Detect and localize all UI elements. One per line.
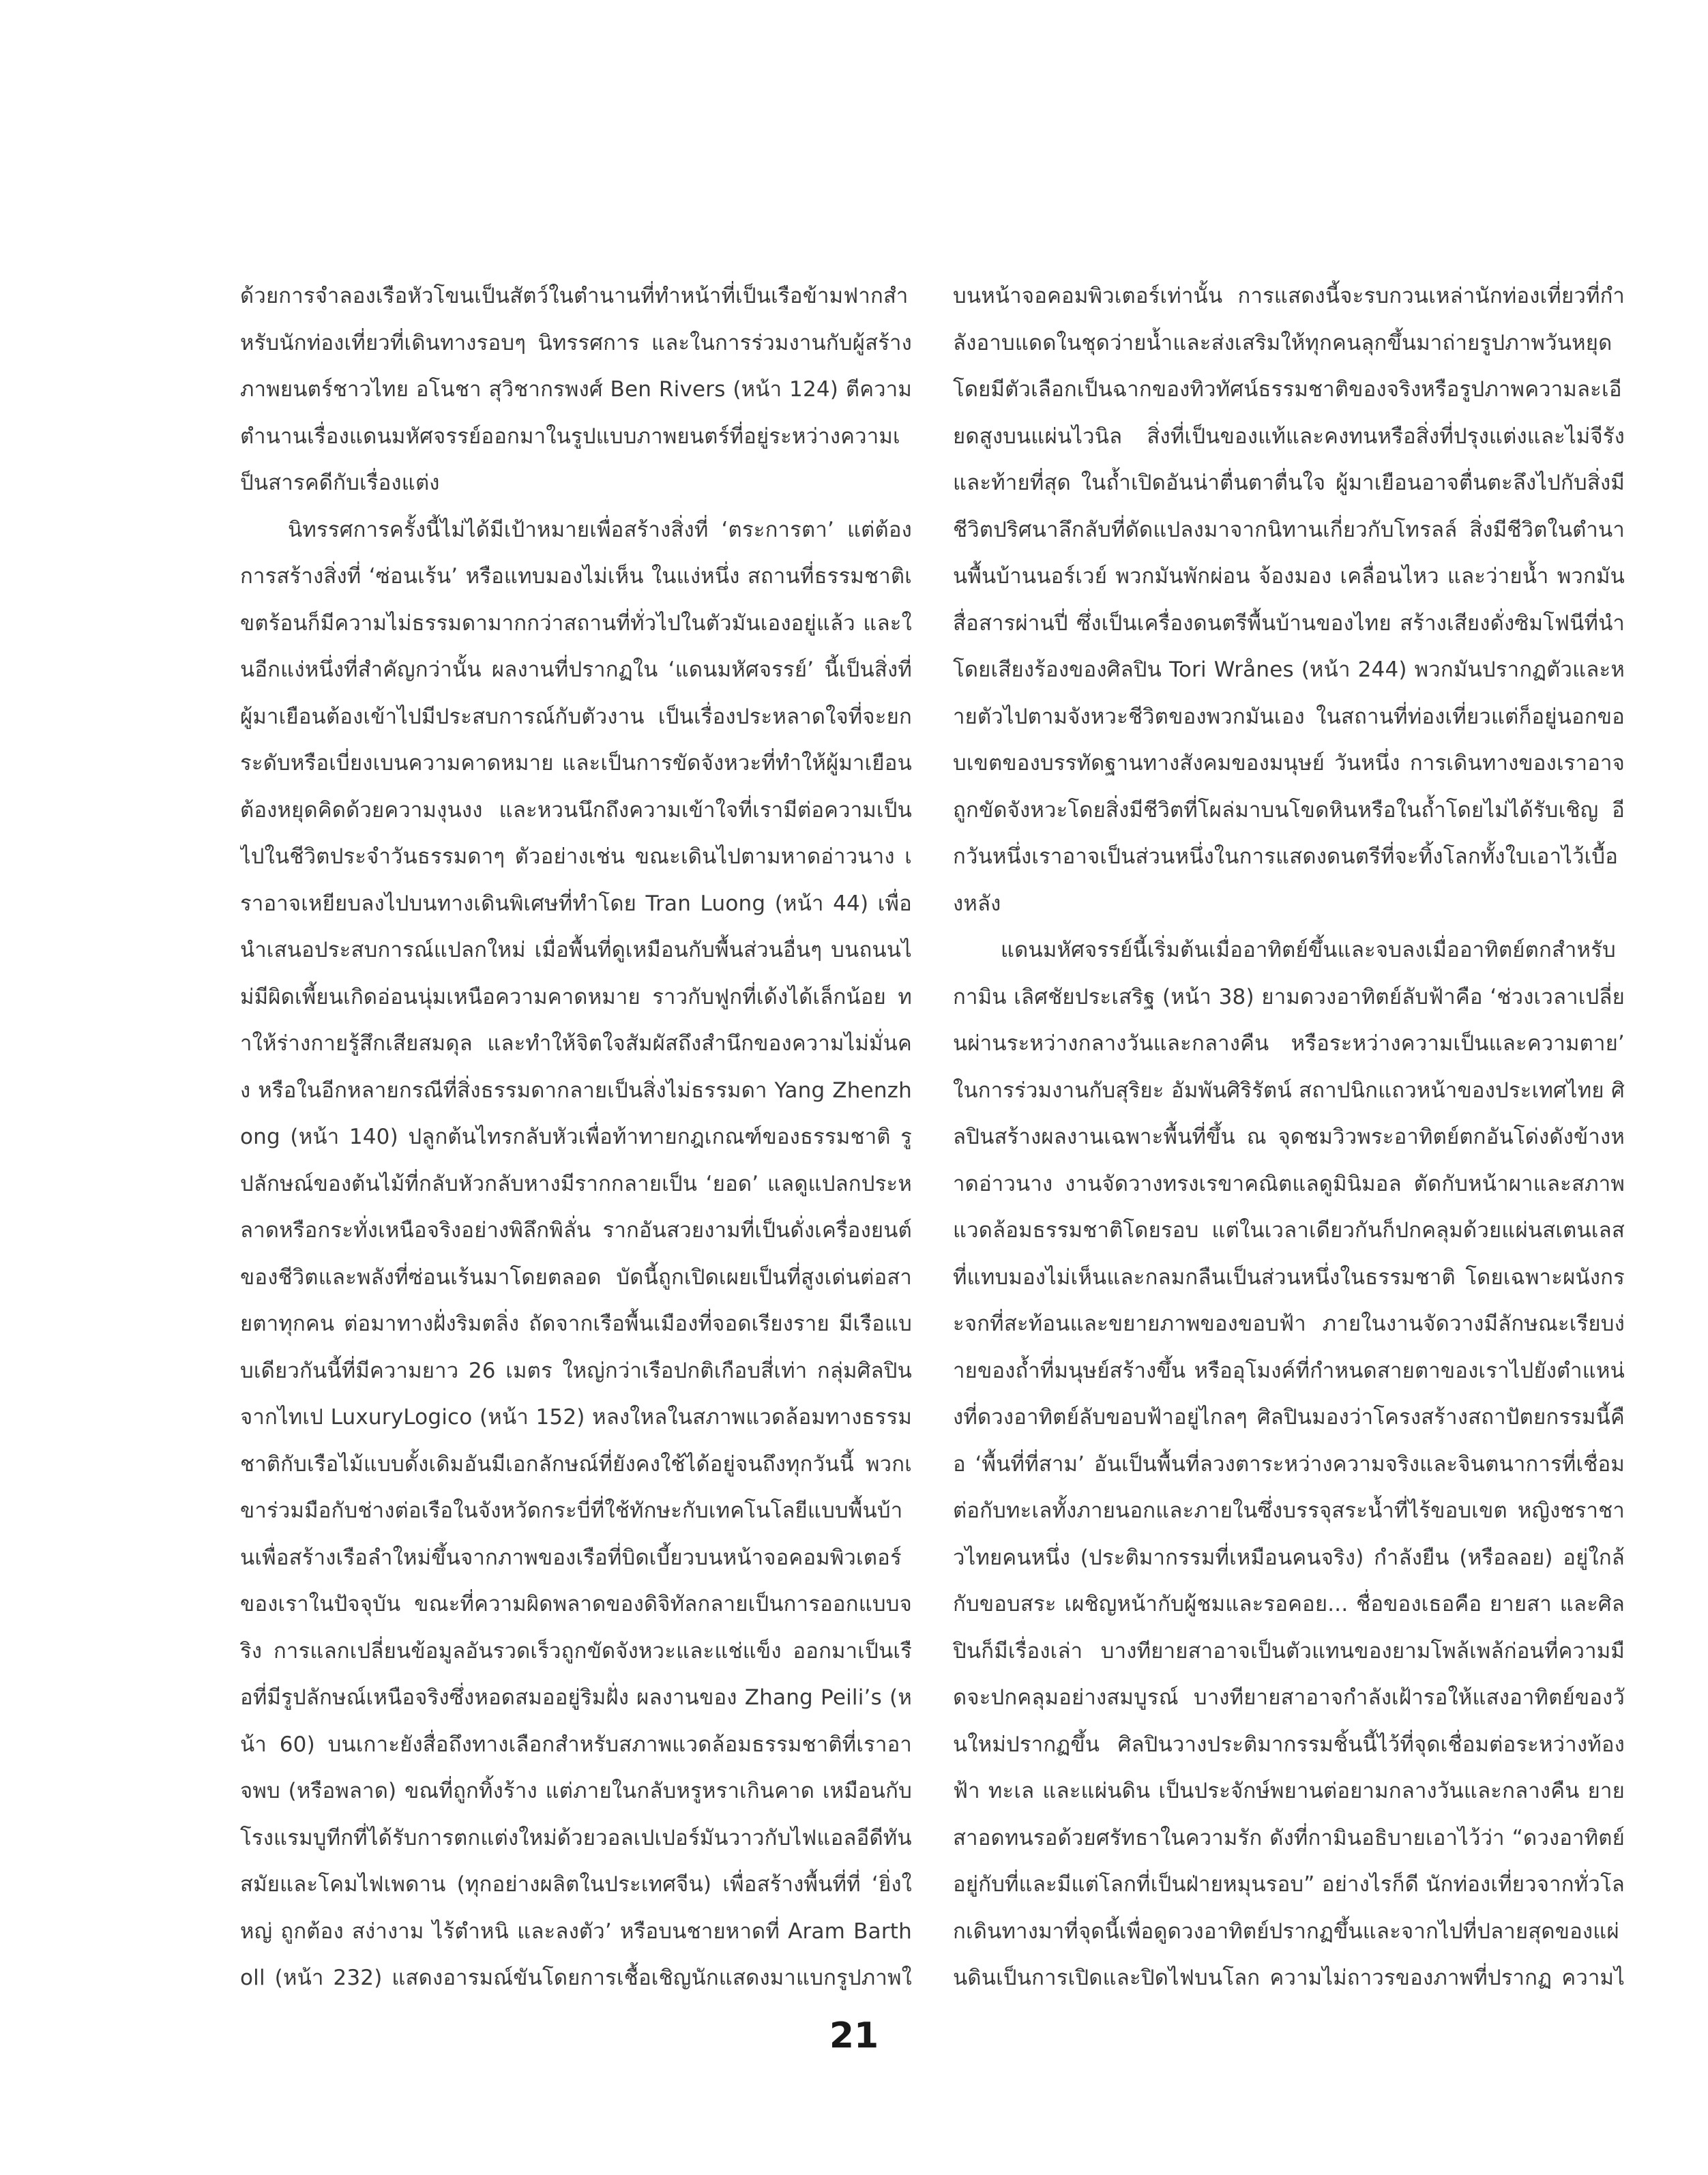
right-paragraph-1: บนหน้าจอคอมพิวเตอร์เท่านั้น การแสดงนี้จะรบกวนเหล่านักท่องเที่ยวที่กำลังอาบแดดในชุดว่ายน้ำและส่งเสริมให้ทุกคนลุกขึ้นมาถ่ายรูปภาพวันหยุด โดยมีตัวเลือกเป็นฉากของทิวทัศน์ธรรมชาติของจริงหรือรูปภาพความละเอียดสูงบนแผ่นไวนิล สิ่งที่เป็นของแท้และคงทนหรือสิ่งที่ปรุงแต่งและไม่จีรัง และท้ายที่สุด ในถ้ำเปิดอันน่าตื่นตาตื่นใจ ผู้มาเยือนอาจตื่นตะลึงไปกับสิ่งมีชีวิตปริศนาลึกลับที่ดัดแปลงมาจากนิทานเกี่ยวกับโทรลล์ สิ่งมีชีวิตในตำนานพื้นบ้านนอร์เวย์ พวกมันพักผ่อน จ้องมอง เคลื่อนไหว และว่ายน้ำ พวกมันสื่อสารผ่านปี่ ซึ่งเป็นเครื่องดนตรีพื้นบ้านของไทย สร้างเสียงดั่งซิมโฟนีที่นำโดยเสียงร้องของศิลปิน Tori Wrånes (หน้า 244) พวกมันปรากฏตัวและหายตัวไปตามจังหวะชีวิตของพวกมันเอง ในสถานที่ท่องเที่ยวแต่ก็อยู่นอกขอบเขตของบรรทัดฐานทางสังคมของมนุษย์ วันหนึ่ง การเดินทางของเราอาจถูกขัดจังหวะโดยสิ่งมีชีวิตที่โผล่มาบนโขดหินหรือในถ้ำโดยไม่ได้รับเชิญ อีกวันหนึ่งเราอาจเป็นส่วนหนึ่งในการแสดงดนตรีที่จะทิ้งโลกทั้งใบเอาไว้เบื้องหลัง <box>953 284 1625 916</box>
left-paragraph-2: นิทรรศการครั้งนี้ไม่ได้มีเป้าหมายเพื่อสร้างสิ่งที่ ‘ตระการตา’ แต่ต้องการสร้างสิ่งที่ ‘ซ่อนเร้น’ หรือแทบมองไม่เห็น ในแง่หนึ่ง สถานที่ธรรมชาติเขตร้อนก็มีความไม่ธรรมดามากกว่าสถานที่ทั่วไปในตัวมันเองอยู่แล้ว และในอีกแง่หนึ่งที่สำคัญกว่านั้น ผลงานที่ปรากฏใน ‘แดนมหัศจรรย์’ นี้เป็นสิ่งที่ผู้มาเยือนต้องเข้าไปมีประสบการณ์กับตัวงาน เป็นเรื่องประหลาดใจที่จะยกระดับหรือเบี่ยงเบนความคาดหมาย และเป็นการขัดจังหวะที่ทำให้ผู้มาเยือนต้องหยุดคิดด้วยความงุนงง และหวนนึกถึงความเข้าใจที่เรามีต่อความเป็นไปในชีวิตประจำวันธรรมดาๆ ตัวอย่างเช่น ขณะเดินไปตามหาดอ่าวนาง เราอาจเหยียบลงไปบนทางเดินพิเศษที่ทำโดย Tran Luong (หน้า 44) เพื่อนำเสนอประสบการณ์แปลกใหม่ เมื่อพื้นที่ดูเหมือนกับพื้นส่วนอื่นๆ บนถนนไม่มีผิดเพี้ยนเกิดอ่อนนุ่มเหนือความคาดหมาย ราวกับฟูกที่เด้งได้เล็กน้อย ทำให้ร่างกายรู้สึกเสียสมดุล และทำให้จิตใจสัมผัสถึงสำนึกของความไม่มั่นคง หรือในอีกหลายกรณีที่สิ่งธรรมดากลายเป็นสิ่งไม่ธรรมดา Yang Zhenzhong (หน้า 140) ปลูกต้นไทรกลับหัวเพื่อท้าทายกฎเกณฑ์ของธรรมชาติ รูปลักษณ์ของต้นไม้ที่กลับหัวกลับหางมีรากกลายเป็น ‘ยอด’ แลดูแปลกประหลาดหรือกระทั่งเหนือจริงอย่างพิลึกพิลั่น รากอันสวยงามที่เป็นดั่งเครื่องยนต์ของชีวิตและพลังที่ซ่อนเร้นมาโดยตลอด บัดนี้ถูกเปิดเผยเป็นที่สูงเด่นต่อสายตาทุกคน ต่อมาทางฝั่งริมตลิ่ง ถัดจากเรือพื้นเมืองที่จอดเรียงราย มีเรือแบบเดียวกันนี้ที่มีความยาว 26 เมตร ใหญ่กว่าเรือปกติเกือบสี่เท่า กลุ่มศิลปินจากไทเป LuxuryLogico (หน้า 152) หลงใหลในสภาพแวดล้อมทางธรรมชาติกับเรือไม้แบบดั้งเดิมอันมีเอกลักษณ์ที่ยังคงใช้ได้อยู่จนถึงทุกวันนี้ พวกเขาร่วมมือกับช่างต่อเรือในจังหวัดกระบี่ที่ใช้ทักษะกับเทคโนโลยีแบบพื้นบ้านเพื่อสร้างเรือลำใหม่ขึ้นจากภาพของเรือที่บิดเบี้ยวบนหน้าจอคอมพิวเตอร์ของเราในปัจจุบัน ขณะที่ความผิดพลาดของดิจิทัลกลายเป็นการออกแบบจริง การแลกเปลี่ยนข้อมูลอันรวดเร็วถูกขัดจังหวะและแช่แข็ง ออกมาเป็นเรือที่มีรูปลักษณ์เหนือจริงซึ่งหอดสมออยู่ริมฝั่ง ผลงานของ Zhang Peili’s (หน้า 60) บนเกาะยังสื่อถึงทางเลือกสำหรับสภาพแวดล้อมธรรมชาติที่เราอาจพบ (หรือพลาด) ขณที่ถูกทิ้งร้าง แต่ภายในกลับหรูหราเกินคาด เหมือนกับโรงแรมบูทีกที่ได้รับการตกแต่งใหม่ด้วยวอลเปเปอร์มันวาวกับไฟแอลอีดีทันสมัยและโคมไฟเพดาน (ทุกอย่างผลิตในประเทศจีน) เพื่อสร้างพื้นที่ที่ ‘ยิ่งใหญ่ ถูกต้อง สง่างาม ไร้ตำหนิ และลงตัว’ หรือบนชายหาดที่ Aram Bartholl (หน้า 232) แสดงอารมณ์ขันโดยการเชื้อเชิญนักแสดงมาแบกรูปภาพใ <box>240 517 912 1990</box>
left-paragraph-1: ด้วยการจำลองเรือหัวโขนเป็นสัตว์ในตำนานที่ทำหน้าที่เป็นเรือข้ามฟากสำหรับนักท่องเที่ยวที่เดินทางรอบๆ นิทรรศการ และในการร่วมงานกับผู้สร้างภาพยนตร์ชาวไทย อโนชา สุวิชากรพงศ์ Ben Rivers (หน้า 124) ตีความตำนานเรื่องแดนมหัศจรรย์ออกมาในรูปแบบภาพยนตร์ที่อยู่ระหว่างความเป็นสารคดีกับเรื่องแต่ง <box>240 284 912 495</box>
left-text-column <box>240 273 912 1992</box>
right-text-column <box>953 273 1625 1992</box>
page-number: 21 <box>829 2015 879 2056</box>
right-paragraph-2: แดนมหัศจรรย์นี้เริ่มต้นเมื่ออาทิตย์ขึ้นและจบลงเมื่ออาทิตย์ตกสำหรับกามิน เลิศชัยประเสริฐ (หน้า 38) ยามดวงอาทิตย์ลับฟ้าคือ ‘ช่วงเวลาเปลี่ยนผ่านระหว่างกลางวันและกลางคืน หรือระหว่างความเป็นและความตาย’ ในการร่วมงานกับสุริยะ อัมพันศิริรัตน์ สถาปนิกแถวหน้าของประเทศไทย ศิลปินสร้างผลงานเฉพาะพื้นที่ขึ้น ณ จุดชมวิวพระอาทิตย์ตกอันโด่งดังข้างหาดอ่าวนาง งานจัดวางทรงเรขาคณิตแลดูมินิมอล ตัดกับหน้าผาและสภาพแวดล้อมธรรมชาติโดยรอบ แต่ในเวลาเดียวกันก็ปกคลุมด้วยแผ่นสเตนเลสที่แทบมองไม่เห็นและกลมกลืนเป็นส่วนหนึ่งในธรรมชาติ โดยเฉพาะผนังกระจกที่สะท้อนและขยายภาพของขอบฟ้า ภายในงานจัดวางมีลักษณะเรียบง่ายของถ้ำที่มนุษย์สร้างขึ้น หรืออุโมงค์ที่กำหนดสายตาของเราไปยังตำแหน่งที่ดวงอาทิตย์ลับขอบฟ้าอยู่ไกลๆ ศิลปินมองว่าโครงสร้างสถาปัตยกรรมนี้คือ ‘พื้นที่ที่สาม’ อันเป็นพื้นที่ลวงตาระหว่างความจริงและจินตนาการที่เชื่อมต่อกับทะเลทั้งภายนอกและภายในซึ่งบรรจุสระน้ำที่ไร้ขอบเขต หญิงชราชาวไทยคนหนึ่ง (ประติมากรรมที่เหมือนคนจริง) กำลังยืน (หรือลอย) อยู่ใกล้กับขอบสระ เผชิญหน้ากับผู้ชมและรอคอย... ชื่อของเธอคือ ยายสา และศิลปินก็มีเรื่องเล่า บางทียายสาอาจเป็นตัวแทนของยามโพล้เพล้ก่อนที่ความมืดจะปกคลุมอย่างสมบูรณ์ บางทียายสาอาจกำลังเฝ้ารอให้แสงอาทิตย์ของวันใหม่ปรากฏขึ้น ศิลปินวางประติมากรรมชิ้นนี้ไว้ที่จุดเชื่อมต่อระหว่างท้องฟ้า ทะเล และแผ่นดิน เป็นประจักษ์พยานต่อยามกลางวันและกลางคืน ยายสาอดทนรอด้วยศรัทธาในความรัก ดังที่กามินอธิบายเอาไว้ว่า “ดวงอาทิตย์อยู่กับที่และมีแต่โลกที่เป็นฝ่ายหมุนรอบ” อย่างไรก็ดี นักท่องเที่ยวจากทั่วโลกเดินทางมาที่จุดนี้เพื่อดูดวงอาทิตย์ปรากฏขึ้นและจากไปที่ปลายสุดของแผ่นดินเป็นการเปิดและปิดไฟบนโลก ความไม่ถาวรของภาพที่ปรากฏ ความไ <box>953 938 1625 1990</box>
